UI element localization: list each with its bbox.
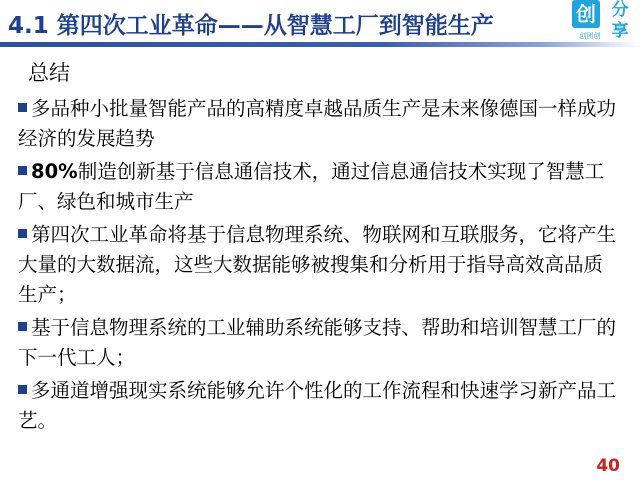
- square-bullet-icon: [18, 166, 27, 175]
- brand-logo: [572, 0, 636, 46]
- square-bullet-icon: [18, 229, 27, 238]
- slide-header: [0, 0, 640, 44]
- logo-right-chars: 分 享: [611, 0, 629, 41]
- bullet-item: [18, 94, 622, 154]
- page-number: 40: [596, 456, 620, 476]
- bullet-item: [18, 313, 622, 373]
- bullet-text: 多品种小批量智能产品的高精度卓越品质生产是未来像德国一样成功经济的发展趋势: [18, 97, 617, 150]
- square-bullet-icon: [18, 322, 27, 331]
- bullet-item: [18, 376, 622, 436]
- bullet-text: 制造创新基于信息通信技术，通过信息通信技术实现了智慧工厂、绿色和城市生产: [18, 160, 605, 213]
- bullet-item: [18, 157, 622, 217]
- header-divider: [0, 42, 640, 47]
- bullet-text: 第四次工业革命将基于信息物理系统、物联网和互联服务，它将产生大量的大数据流，这些大数据能够被搜集和分析用于指导高效高品质生产；: [18, 223, 617, 306]
- summary-heading: 总结: [28, 61, 70, 85]
- bullet-item: [18, 220, 622, 310]
- square-bullet-icon: [18, 103, 27, 112]
- logo-sub-text: 创团创: [579, 32, 601, 40]
- bullet-text: 基于信息物理系统的工业辅助系统能够支持、帮助和培训智慧工厂的下一代工人；: [18, 316, 617, 369]
- square-bullet-icon: [18, 385, 27, 394]
- bullet-text: 多通道增强现实系统能够允许个性化的工作流程和快速学习新产品工艺。: [18, 379, 617, 432]
- bullet-lead: 80%: [31, 160, 78, 183]
- slide-title: 4.1 第四次工业革命——从智慧工厂到智能生产: [8, 13, 494, 39]
- logo-left-char: 创: [572, 0, 600, 28]
- slide-content: [18, 58, 622, 439]
